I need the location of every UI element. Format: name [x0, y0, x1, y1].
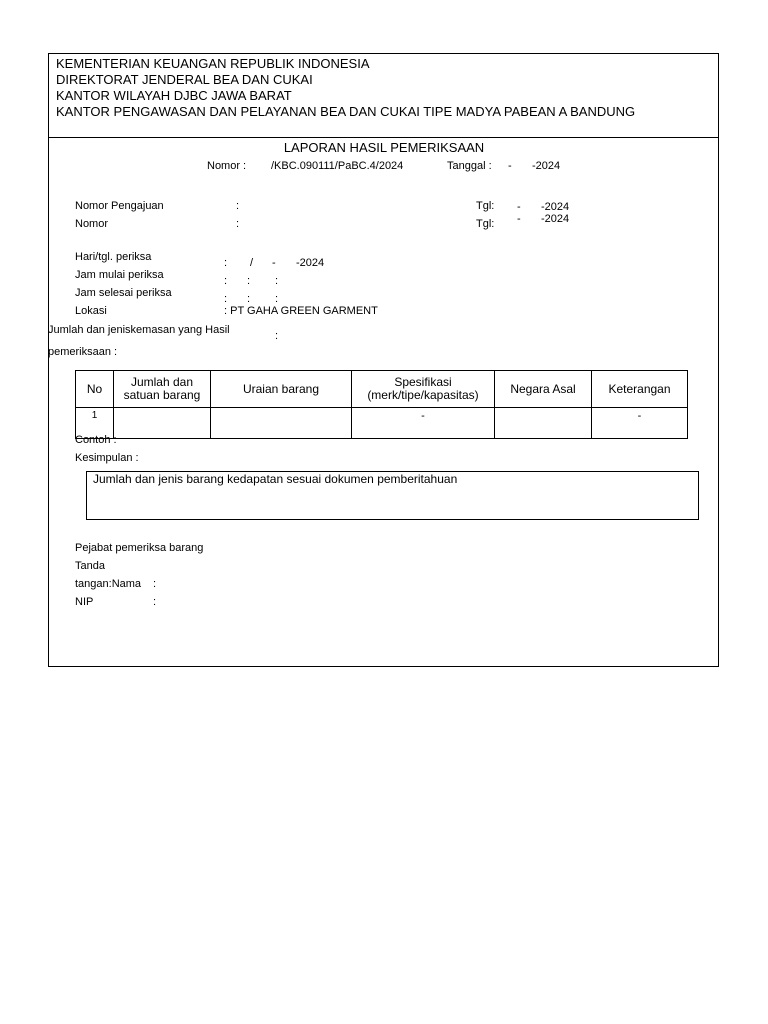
jam-mulai-colon-1: : — [224, 275, 228, 287]
report-tanggal-label: Tanggal : — [447, 160, 492, 172]
tgl-dash-2: - — [517, 213, 521, 225]
hari-tgl-colon: : — [224, 257, 228, 269]
col-header-spesifikasi: Spesifikasi (merk/tipe/kapasitas) — [352, 371, 495, 408]
hasil-pemeriksaan-label: pemeriksaan : — [48, 346, 118, 358]
hari-tgl-slash: / — [250, 257, 254, 269]
jumlah-kemasan-colon: : — [275, 330, 279, 342]
header-directorate: DIREKTORAT JENDERAL BEA DAN CUKAI — [56, 72, 313, 87]
contoh-label: Contoh : — [75, 434, 117, 446]
pejabat-label: Pejabat pemeriksa barang — [75, 542, 204, 554]
table-header-row — [76, 371, 688, 408]
report-tanggal-year: -2024 — [532, 160, 561, 172]
tgl-year-2: -2024 — [541, 213, 570, 225]
report-tanggal-dash: - — [508, 160, 512, 172]
report-title: LAPORAN HASIL PEMERIKSAAN — [283, 140, 485, 155]
tgl-label-2: Tgl: — [476, 218, 495, 230]
cell-keterangan: - — [592, 408, 688, 439]
col-header-uraian: Uraian barang — [211, 371, 352, 408]
table-row — [76, 408, 688, 439]
nip-label: NIP — [75, 596, 94, 608]
cell-no: 1 — [76, 408, 114, 439]
header-divider — [48, 137, 719, 138]
report-nomor-label: Nomor : — [207, 160, 247, 172]
nomor-pengajuan-colon: : — [236, 200, 240, 212]
jumlah-kemasan-label: Jumlah dan jeniskemasan yang Hasil — [48, 324, 230, 336]
col-header-no: No — [76, 371, 114, 408]
report-nomor-value: /KBC.090111/PaBC.4/2024 — [271, 160, 404, 172]
lokasi-label: Lokasi — [75, 305, 107, 317]
cell-jumlah — [114, 408, 211, 439]
col-header-negara: Negara Asal — [495, 371, 592, 408]
col-header-jumlah: Jumlah dan satuan barang — [114, 371, 211, 408]
jam-mulai-colon-3: : — [275, 275, 279, 287]
nama-colon: : — [153, 578, 157, 590]
header-regional-office: KANTOR WILAYAH DJBC JAWA BARAT — [56, 88, 292, 103]
hari-tgl-dash: - — [272, 257, 276, 269]
jam-mulai-colon-2: : — [247, 275, 251, 287]
kesimpulan-label: Kesimpulan : — [75, 452, 139, 464]
tgl-year-1: -2024 — [541, 201, 570, 213]
header-ministry: KEMENTERIAN KEUANGAN REPUBLIK INDONESIA — [56, 56, 370, 71]
items-table — [75, 370, 688, 439]
header-office: KANTOR PENGAWASAN DAN PELAYANAN BEA DAN CUKAI TIPE MADYA PABEAN A BANDUNG — [56, 104, 636, 119]
hari-tgl-label: Hari/tgl. periksa — [75, 251, 152, 263]
jam-selesai-colon-1: : — [224, 293, 228, 305]
jam-selesai-label: Jam selesai periksa — [75, 287, 172, 299]
lokasi-value: : PT GAHA GREEN GARMENT — [224, 305, 378, 317]
nomor-label: Nomor — [75, 218, 109, 230]
jam-selesai-colon-3: : — [275, 293, 279, 305]
tangan-nama-label: tangan:Nama — [75, 578, 142, 590]
jam-mulai-label: Jam mulai periksa — [75, 269, 164, 281]
tanda-label: Tanda — [75, 560, 105, 572]
cell-spesifikasi: - — [352, 408, 495, 439]
tgl-dash-1: - — [517, 201, 521, 213]
nomor-colon: : — [236, 218, 240, 230]
cell-negara — [495, 408, 592, 439]
nomor-pengajuan-label: Nomor Pengajuan — [75, 200, 164, 212]
nip-colon: : — [153, 596, 157, 608]
tgl-label-1: Tgl: — [476, 200, 495, 212]
jam-selesai-colon-2: : — [247, 293, 251, 305]
col-header-keterangan: Keterangan — [592, 371, 688, 408]
kesimpulan-box — [86, 471, 699, 520]
hari-tgl-year: -2024 — [296, 257, 325, 269]
kesimpulan-text: Jumlah dan jenis barang kedapatan sesuai dokumen pemberitahuan — [93, 472, 458, 486]
cell-uraian — [211, 408, 352, 439]
